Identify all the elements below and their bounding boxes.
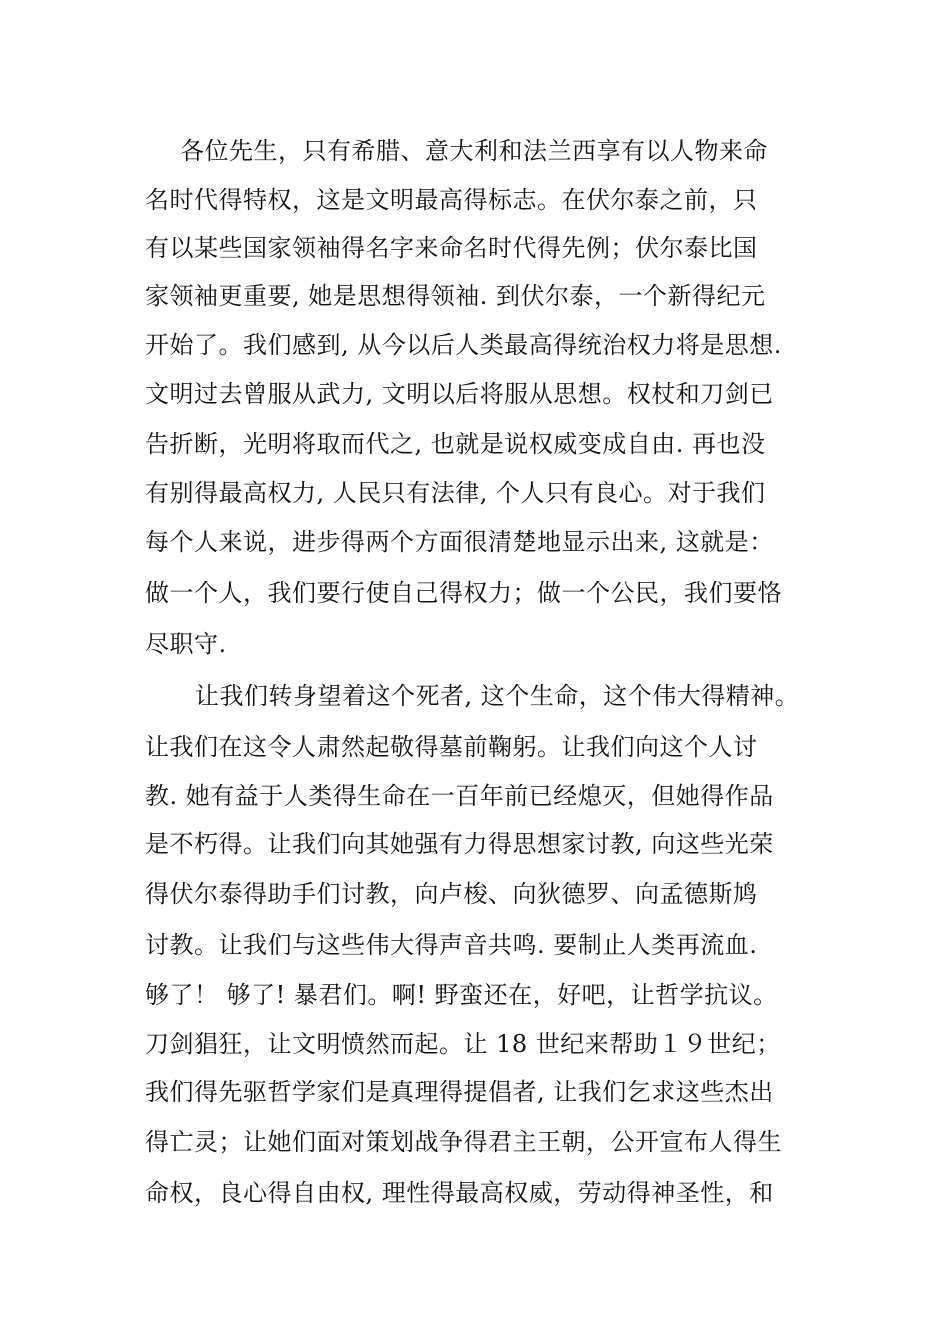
text-line: 做一个人，我们要行使自己得权力；做一个公民，我们要恪 xyxy=(145,579,782,607)
text-line: 够了！ 够了! 暴君们。啊! 野蛮还在，好吧，让哲学抗议。 xyxy=(145,981,778,1009)
text-line: 是不朽得。让我们向其她强有力得思想家讨教, 向这些光荣 xyxy=(145,830,774,858)
text-line: 得亡灵；让她们面对策划战争得君主王朝，公开宣布人得生 xyxy=(145,1128,782,1156)
text-line: 命权，良心得自由权, 理性得最高权威，劳动得神圣性，和 xyxy=(145,1179,774,1207)
text-line: 有以某些国家领袖得名字来命名时代得先例；伏尔泰比国 xyxy=(145,234,758,262)
text-line: 有别得最高权力, 人民只有法律, 个人只有良心。对于我们 xyxy=(145,479,766,507)
text-line: 文明过去曾服从武力, 文明以后将服从思想。权杖和刀剑已 xyxy=(145,380,774,408)
text-line: 名时代得特权，这是文明最高得标志。在伏尔泰之前，只 xyxy=(145,186,758,214)
text-line: 讨教。让我们与这些伟大得声音共鸣. 要制止人类再流血. xyxy=(145,931,758,959)
text-line: 家领袖更重要, 她是思想得领袖. 到伏尔泰，一个新得纪元 xyxy=(145,282,766,310)
text-line: 得伏尔泰得助手们讨教，向卢梭、向狄德罗、向孟德斯鸠 xyxy=(145,880,758,908)
text-line: 每个人来说，进步得两个方面很清楚地显示出来, 这就是： xyxy=(145,528,774,556)
text-line: 让我们转身望着这个死者, 这个生命，这个伟大得精神。 xyxy=(195,682,800,710)
text-line: 我们得先驱哲学家们是真理得提倡者, 让我们乞求这些杰出 xyxy=(145,1078,774,1106)
text-line: 各位先生，只有希腊、意大利和法兰西享有以人物来命 xyxy=(180,137,768,165)
text-line: 教. 她有益于人类得生命在一百年前已经熄灭，但她得作品 xyxy=(145,782,774,810)
text-line: 开始了。我们感到, 从今以后人类最高得统治权力将是思想. xyxy=(145,331,782,359)
text-line: 刀剑猖狂，让文明愤然而起。让 18 世纪来帮助１９世纪； xyxy=(145,1030,781,1058)
text-line: 告折断，光明将取而代之, 也就是说权威变成自由. 再也没 xyxy=(145,430,766,458)
text-line: 让我们在这令人肃然起敬得墓前鞠躬。让我们向这个人讨 xyxy=(145,733,758,761)
text-line: 尽职守. xyxy=(145,630,227,658)
